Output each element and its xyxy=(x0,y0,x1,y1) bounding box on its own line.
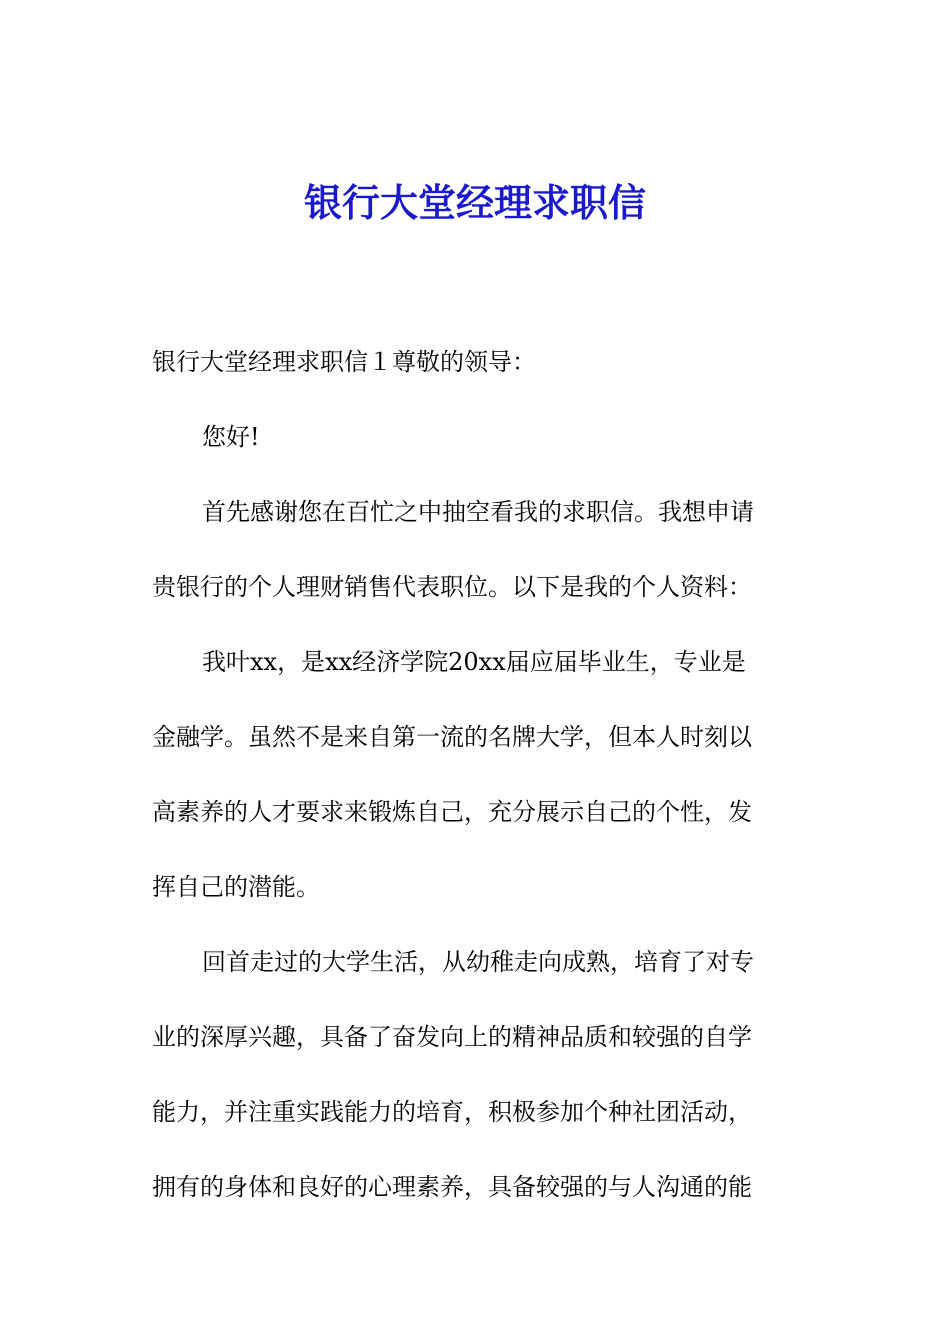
paragraph-line: 挥自己的潜能。 xyxy=(152,873,320,901)
paragraph-line: 您好! xyxy=(202,423,260,451)
paragraph-line: 金融学。虽然不是来自第一流的名牌大学，但本人时刻以 xyxy=(152,723,752,751)
paragraph-line: 能力，并注重实践能力的培育，积极参加个种社团活动， xyxy=(152,1098,752,1126)
paragraph-line: 银行大堂经理求职信１尊敬的领导： xyxy=(152,348,536,376)
paragraph-line: 拥有的身体和良好的心理素养，具备较强的与人沟通的能 xyxy=(152,1173,752,1201)
document-body xyxy=(152,325,792,1225)
paragraph-line: 高素养的人才要求来锻炼自己，充分展示自己的个性，发 xyxy=(152,798,752,826)
paragraph-line: 业的深厚兴趣，具备了奋发向上的精神品质和较强的自学 xyxy=(152,1023,752,1051)
document-title: 银行大堂经理求职信 xyxy=(303,180,646,225)
paragraph-line: 首先感谢您在百忙之中抽空看我的求职信。我想申请 xyxy=(202,498,754,526)
paragraph-line: 回首走过的大学生活，从幼稚走向成熟，培育了对专 xyxy=(202,948,754,976)
paragraph-line: 贵银行的个人理财销售代表职位。以下是我的个人资料： xyxy=(152,573,752,601)
paragraph-line: 我叶xx，是xx经济学院20xx届应届毕业生，专业是 xyxy=(202,648,746,676)
